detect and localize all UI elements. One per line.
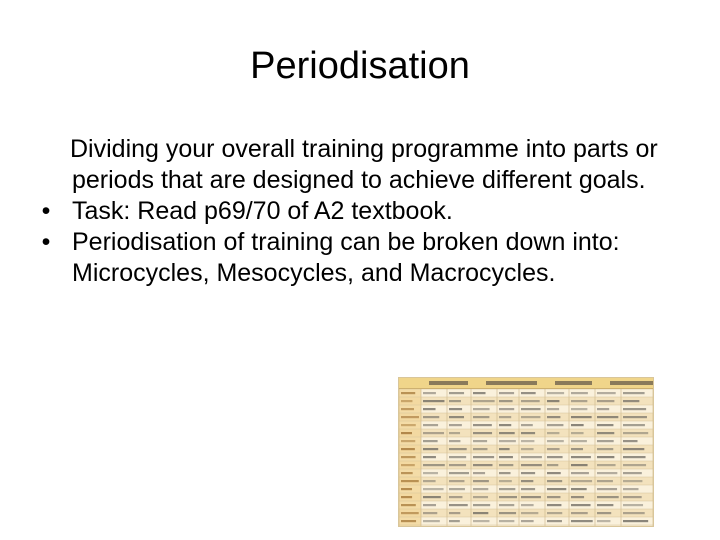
bullet-icon: • bbox=[41, 228, 51, 256]
bullet-item-periodisation bbox=[36, 227, 686, 289]
bullet-text: Periodisation of training can be broken down into: Microcycles, Mesocycles, and Macrocycles. bbox=[72, 228, 620, 287]
intro-paragraph bbox=[36, 134, 686, 196]
bullet-item-task bbox=[36, 196, 686, 227]
bullet-icon: • bbox=[41, 197, 51, 225]
training-plan-grid bbox=[399, 389, 653, 526]
slide-title: Periodisation bbox=[250, 45, 470, 87]
slide-body bbox=[36, 134, 686, 289]
intro-text: Dividing your overall training programme into parts or periods that are designed to achieve different goals. bbox=[70, 135, 658, 194]
training-plan-header bbox=[399, 378, 653, 389]
bullet-text: Task: Read p69/70 of A2 textbook. bbox=[72, 197, 453, 225]
training-plan-image bbox=[398, 377, 654, 527]
